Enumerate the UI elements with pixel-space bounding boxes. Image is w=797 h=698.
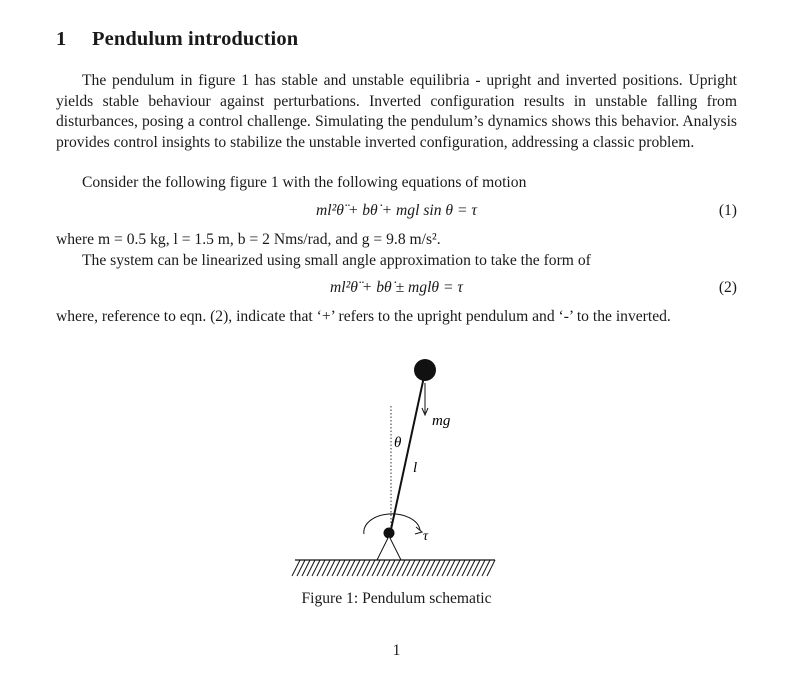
equation-2-expression: ml²θ̈ + bθ̇ ± mglθ = τ <box>329 279 463 296</box>
pendulum-figure <box>290 350 510 585</box>
linearize-paragraph: The system can be linearized using small angle approximation to take the form of <box>82 252 591 269</box>
angle-label: θ <box>394 435 402 451</box>
equation-2 <box>56 279 737 301</box>
consider-paragraph: Consider the following figure 1 with the following equations of motion <box>82 174 527 191</box>
length-label: l <box>413 460 418 476</box>
reference-paragraph: where, reference to eqn. (2), indicate that ‘+’ refers to the upright pendulum and ‘-’ to the inverted. <box>56 308 671 325</box>
cropped-previous-line <box>56 0 736 3</box>
equation-2-number: (2) <box>718 279 737 296</box>
page-number: 1 <box>392 642 401 659</box>
ground-hatching <box>292 560 495 576</box>
torque-arrowhead <box>415 527 422 534</box>
parameters-sentence: where m = 0.5 kg, l = 1.5 m, b = 2 Nms/rad, and g = 9.8 m/s². <box>56 231 441 248</box>
torque-label: τ <box>423 529 429 544</box>
intro-paragraph: The pendulum in figure 1 has stable and unstable equilibria - upright and inverted positions. Upright yields stable behaviour against perturbations. Inverted configuration results in unstable falling from disturbances, posing a control challenge. Simulating the pendulum’s dynamics shows this behavior. Analysis provides control insights to stabilize the unstable inverted configuration, addressing a classic problem. <box>56 72 737 151</box>
section-number: 1 <box>56 28 67 50</box>
equation-1-expression: ml²θ̈ + bθ̇ + mgl sin θ = τ <box>316 202 477 219</box>
section-heading <box>56 28 298 51</box>
equation-1 <box>56 202 737 224</box>
pendulum-bob <box>414 359 436 381</box>
pivot-support <box>377 536 401 560</box>
pendulum-schematic <box>290 350 510 585</box>
figure-caption: Figure 1: Pendulum schematic <box>301 590 492 607</box>
equation-1-number: (1) <box>718 202 737 219</box>
weight-label: mg <box>432 413 451 429</box>
pendulum-rod <box>390 372 425 534</box>
section-title: Pendulum introduction <box>92 28 299 50</box>
